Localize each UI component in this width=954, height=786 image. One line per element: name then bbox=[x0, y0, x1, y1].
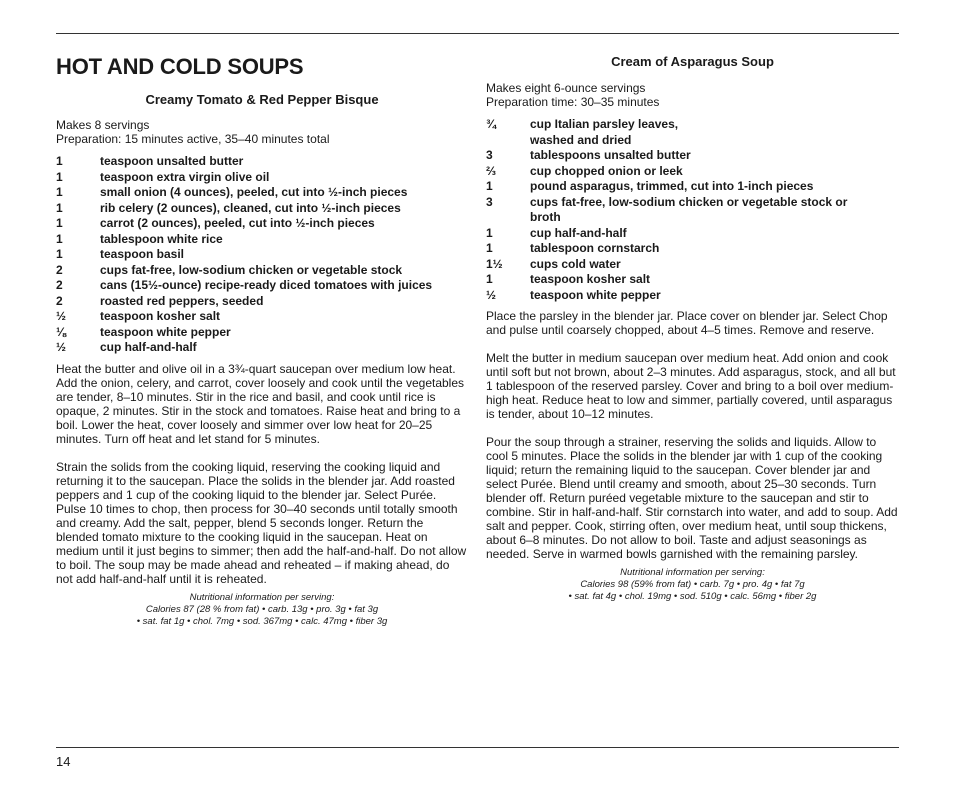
top-rule bbox=[56, 33, 899, 34]
ingredient-text: cups fat-free, low-sodium chicken or vegetable stock bbox=[100, 262, 403, 277]
ingredient-text: teaspoon white pepper bbox=[100, 324, 231, 339]
ingredient-qty: ½ bbox=[56, 309, 67, 323]
ingredient-qty: ½ bbox=[56, 340, 67, 354]
ingredient-row bbox=[486, 164, 899, 180]
instruction-paragraph: Heat the butter and olive oil in a 3¾-quart saucepan over medium low heat. Add the onion, celery, and carrot, cover loosely and cook until the vegetables are tender, 8–10 minutes. Stir in the rice and basil, and cook until rice is opaque, 2 minutes. Stir in the stock and tomatoes. Raise heat and bring to a boil. Lower the heat, cover loosely and simmer over low heat for 20–25 minutes. Turn off heat and let stand for 5 minutes. bbox=[56, 361, 465, 446]
instruction-paragraph: Pour the soup through a strainer, reserving the solids and liquids. Allow to cool 5 minutes. Place the solids in the blender jar with 1 cup of the cooking liquid; return the remaining liquid to the saucepan. Cover blender jar and select Purée. Blend until creamy and smooth, about 25–30 seconds. Turn blender off. Return puréed vegetable mixture to the saucepan and stir to combine. Stir in half-and-half. Stir cornstarch into water, and add to soup. Add salt and pepper. Cook, stirring often, over medium heat, until soup thickens, about 6–8 minutes. Do not allow to boil. Taste and adjust seasonings as needed. Serve in warmed bowls garnished with the remaining parsley. bbox=[486, 435, 898, 561]
ingredient-text: small onion (4 ounces), peeled, cut into ½-inch pieces bbox=[100, 185, 408, 199]
ingredient-row bbox=[56, 154, 468, 170]
ingredient-row bbox=[56, 232, 468, 248]
ingredient-text: tablespoon cornstarch bbox=[530, 241, 660, 255]
ingredient-qty: 1 bbox=[56, 231, 63, 246]
ingredient-row bbox=[56, 278, 468, 294]
nutrition-line: • sat. fat 1g • chol. 7mg • sod. 367mg • calc. 47mg • fiber 3g bbox=[136, 615, 388, 627]
ingredient-text: cup half-and-half bbox=[530, 225, 627, 240]
recipe-meta bbox=[56, 118, 468, 146]
ingredient-text: cup half-and-half bbox=[100, 340, 197, 354]
ingredient-text: roasted red peppers, seeded bbox=[100, 293, 264, 308]
ingredient-row bbox=[56, 340, 468, 356]
ingredient-qty: ⅛ bbox=[56, 324, 67, 339]
ingredient-row bbox=[56, 216, 468, 232]
ingredient-qty: 2 bbox=[56, 293, 63, 308]
ingredient-text: teaspoon unsalted butter bbox=[100, 154, 244, 168]
ingredient-qty: 1 bbox=[56, 247, 63, 261]
left-column bbox=[56, 40, 468, 628]
ingredient-row bbox=[486, 272, 899, 288]
ingredient-text: cans (15½-ounce) recipe-ready diced tomatoes with juices bbox=[100, 278, 433, 292]
ingredient-row bbox=[486, 117, 899, 148]
ingredient-qty: 2 bbox=[56, 278, 63, 292]
ingredient-text: tablespoons unsalted butter bbox=[530, 148, 691, 162]
ingredient-row bbox=[486, 257, 899, 273]
preparation-text: Preparation time: 30–35 minutes bbox=[486, 95, 660, 109]
page-number: 14 bbox=[56, 754, 71, 769]
servings-text: Makes 8 servings bbox=[56, 118, 150, 132]
ingredient-text: carrot (2 ounces), peeled, cut into ½-inch pieces bbox=[100, 216, 375, 230]
ingredient-text: teaspoon kosher salt bbox=[530, 272, 651, 286]
recipe-title-tomato-bisque: Creamy Tomato & Red Pepper Bisque bbox=[145, 92, 379, 107]
ingredient-text: pound asparagus, trimmed, cut into 1-inch pieces bbox=[530, 179, 814, 193]
ingredient-qty: 1 bbox=[486, 225, 493, 240]
ingredient-text: teaspoon kosher salt bbox=[100, 309, 221, 323]
ingredient-text: teaspoon basil bbox=[100, 247, 185, 261]
nutrition-line: Calories 87 (28 % from fat) • carb. 13g • pro. 3g • fat 3g bbox=[145, 603, 379, 615]
nutrition-heading: Nutritional information per serving: bbox=[620, 567, 765, 578]
ingredient-text: rib celery (2 ounces), cleaned, cut into ½-inch pieces bbox=[100, 200, 401, 215]
ingredient-row bbox=[486, 148, 899, 164]
ingredient-row bbox=[486, 226, 899, 242]
right-column bbox=[486, 40, 899, 603]
nutrition-info bbox=[486, 567, 899, 603]
ingredient-text: teaspoon extra virgin olive oil bbox=[100, 169, 270, 184]
ingredient-list bbox=[56, 154, 468, 356]
ingredient-qty: 1½ bbox=[486, 256, 503, 271]
instruction-paragraph: Place the parsley in the blender jar. Place cover on blender jar. Select Chop and pulse until coarsely chopped, about 4–5 times. Remove and reserve. bbox=[486, 309, 888, 337]
ingredient-qty: 3 bbox=[486, 194, 493, 209]
ingredient-qty: ⅔ bbox=[486, 163, 497, 178]
ingredient-qty: 1 bbox=[486, 272, 493, 286]
instruction-paragraph: Melt the butter in medium saucepan over medium heat. Add onion and cook until soft but not brown, about 2–3 minutes. Add asparagus, stock, and all but 1 tablespoon of the reserved parsley. Cover and bring to a boil over medium-high heat. Reduce heat to low and simmer, partially covered, until asparagus is tender, about 10–12 minutes. bbox=[486, 351, 896, 421]
ingredient-qty: 1 bbox=[56, 154, 63, 168]
section-title: HOT AND COLD SOUPS bbox=[56, 54, 304, 79]
bottom-rule bbox=[56, 747, 899, 748]
ingredient-qty: 1 bbox=[56, 169, 63, 184]
nutrition-heading: Nutritional information per serving: bbox=[189, 591, 335, 603]
ingredient-qty: ½ bbox=[486, 287, 497, 302]
ingredient-row bbox=[56, 325, 468, 341]
ingredient-qty: 1 bbox=[56, 216, 63, 230]
ingredient-text: teaspoon white pepper bbox=[530, 287, 661, 302]
recipe-title-asparagus-soup: Cream of Asparagus Soup bbox=[611, 54, 774, 69]
nutrition-info bbox=[56, 592, 468, 628]
ingredient-list bbox=[486, 117, 899, 303]
ingredient-text: cup chopped onion or leek bbox=[530, 163, 683, 178]
recipe-meta bbox=[486, 81, 899, 109]
ingredient-text: tablespoon white rice bbox=[100, 231, 223, 246]
ingredient-qty: 3 bbox=[486, 148, 493, 162]
preparation-text: Preparation: 15 minutes active, 35–40 minutes total bbox=[56, 132, 330, 146]
ingredient-row bbox=[486, 195, 899, 226]
ingredient-qty: 1 bbox=[486, 241, 493, 255]
ingredient-qty: 1 bbox=[56, 200, 63, 215]
nutrition-line: • sat. fat 4g • chol. 19mg • sod. 510g • calc. 56mg • fiber 2g bbox=[568, 591, 817, 602]
ingredient-row bbox=[56, 170, 468, 186]
ingredient-row bbox=[56, 201, 468, 217]
ingredient-text: cups cold water bbox=[530, 256, 621, 271]
ingredient-qty: 1 bbox=[56, 185, 63, 199]
ingredient-qty: ¾ bbox=[486, 117, 497, 131]
servings-text: Makes eight 6-ounce servings bbox=[486, 81, 646, 95]
ingredient-row bbox=[56, 309, 468, 325]
instruction-paragraph: Strain the solids from the cooking liquid, reserving the cooking liquid and returning it to the saucepan. Place the solids in the blender jar. Add roasted peppers and 1 cup of the cooking liquid to the blender jar. Select Purée. Pulse 10 times to chop, then process for 30–40 seconds until totally smooth and creamy. Add the salt, pepper, blend 5 seconds longer. Return the blended tomato mixture to the cooking liquid in the saucepan. Heat on medium until it just begins to simmer; then add the half-and-half. Do not allow to boil. The soup may be made ahead and reheated – if making ahead, do not add half-and-half until it is reheated. bbox=[56, 459, 467, 586]
ingredient-row bbox=[486, 288, 899, 304]
ingredient-text: cups fat-free, low-sodium chicken or vegetable stock or broth bbox=[530, 194, 848, 224]
ingredient-qty: 1 bbox=[486, 179, 493, 193]
ingredient-qty: 2 bbox=[56, 262, 63, 277]
ingredient-row bbox=[56, 263, 468, 279]
ingredient-row bbox=[56, 185, 468, 201]
ingredient-row bbox=[486, 241, 899, 257]
nutrition-line: Calories 98 (59% from fat) • carb. 7g • pro. 4g • fat 7g bbox=[580, 579, 805, 590]
ingredient-text: cup Italian parsley leaves, washed and dried bbox=[530, 117, 679, 147]
ingredient-row bbox=[56, 294, 468, 310]
ingredient-row bbox=[486, 179, 899, 195]
ingredient-row bbox=[56, 247, 468, 263]
